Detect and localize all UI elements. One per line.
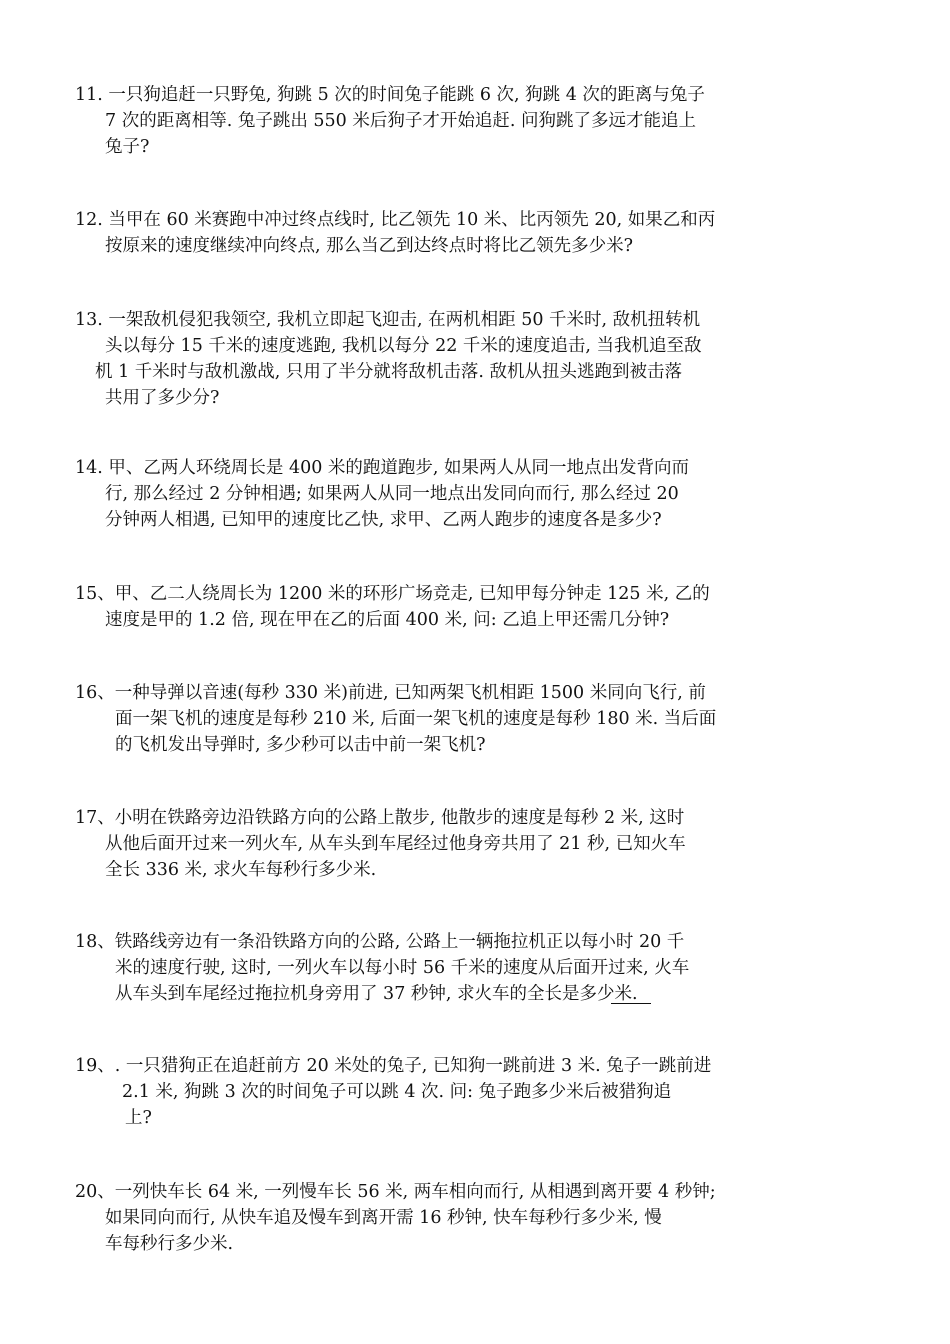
problem-line: 17、小明在铁路旁边沿铁路方向的公路上散步, 他散步的速度是每秒 2 米, 这时 — [75, 808, 685, 828]
problem-line: 从车头到车尾经过拖拉机身旁用了 37 秒钟, 求火车的全长是多少米. — [115, 984, 638, 1004]
problem-line: 兔子? — [105, 137, 150, 157]
problem-line: 机 1 千米时与敌机激战, 只用了半分就将敌机击落. 敌机从扭头逃跑到被击落 — [95, 362, 683, 382]
problem-line: 按原来的速度继续冲向终点, 那么当乙到达终点时将比乙领先多少米? — [105, 236, 634, 256]
problem-line: 14. 甲、乙两人环绕周长是 400 米的跑道跑步, 如果两人从同一地点出发背向而 — [75, 458, 690, 478]
problem-line: 11. 一只狗追赶一只野兔, 狗跳 5 次的时间兔子能跳 6 次, 狗跳 4 次的距离与兔子 — [75, 85, 705, 105]
problem-line: 上? — [125, 1108, 152, 1128]
problem-line: 车每秒行多少米. — [105, 1234, 234, 1254]
problem-line: 2.1 米, 狗跳 3 次的时间兔子可以跳 4 次. 问: 兔子跑多少米后被猎狗追 — [122, 1082, 672, 1102]
problem-line: 米的速度行驶, 这时, 一列火车以每小时 56 千米的速度从后面开过来, 火车 — [115, 958, 690, 978]
problem-line: 15、甲、乙二人绕周长为 1200 米的环形广场竞走, 已知甲每分钟走 125 米, 乙的 — [75, 584, 710, 604]
problem-line: 共用了多少分? — [105, 388, 220, 408]
problem-line: 7 次的距离相等. 兔子跳出 550 米后狗子才开始追赶. 问狗跳了多远才能追上 — [105, 111, 696, 131]
problem-line: 面一架飞机的速度是每秒 210 米, 后面一架飞机的速度是每秒 180 米. 当后面 — [115, 709, 717, 729]
problem-line: 如果同向而行, 从快车追及慢车到离开需 16 秒钟, 快车每秒行多少米, 慢 — [105, 1208, 662, 1228]
problem-line: 速度是甲的 1.2 倍, 现在甲在乙的后面 400 米, 问: 乙追上甲还需几分钟? — [105, 610, 670, 630]
problem-line: 19、. 一只猎狗正在追赶前方 20 米处的兔子, 已知狗一跳前进 3 米. 兔子一跳前进 — [75, 1056, 712, 1076]
problem-line: 13. 一架敌机侵犯我领空, 我机立即起飞迎击, 在两机相距 50 千米时, 敌机扭转机 — [75, 310, 701, 330]
problem-line: 12. 当甲在 60 米赛跑中冲过终点线时, 比乙领先 10 米、比丙领先 20, 如果乙和丙 — [75, 210, 716, 230]
problem-line: 分钟两人相遇, 已知甲的速度比乙快, 求甲、乙两人跑步的速度各是多少? — [105, 510, 662, 530]
problem-line: 的飞机发出导弹时, 多少秒可以击中前一架飞机? — [115, 735, 486, 755]
problem-line: 16、一种导弹以音速(每秒 330 米)前进, 已知两架飞机相距 1500 米同向飞行, 前 — [75, 683, 706, 703]
handwritten-underline — [611, 1003, 651, 1004]
problem-line: 行, 那么经过 2 分钟相遇; 如果两人从同一地点出发同向而行, 那么经过 20 — [105, 484, 679, 504]
problem-line: 头以每分 15 千米的速度逃跑, 我机以每分 22 千米的速度追击, 当我机追至敌 — [105, 336, 702, 356]
problem-line: 从他后面开过来一列火车, 从车头到车尾经过他身旁共用了 21 秒, 已知火车 — [105, 834, 686, 854]
problem-line: 全长 336 米, 求火车每秒行多少米. — [105, 860, 377, 880]
problem-line: 20、一列快车长 64 米, 一列慢车长 56 米, 两车相向而行, 从相遇到离开要 4 秒钟; — [75, 1182, 716, 1202]
problem-line: 18、铁路线旁边有一条沿铁路方向的公路, 公路上一辆拖拉机正以每小时 20 千 — [75, 932, 685, 952]
